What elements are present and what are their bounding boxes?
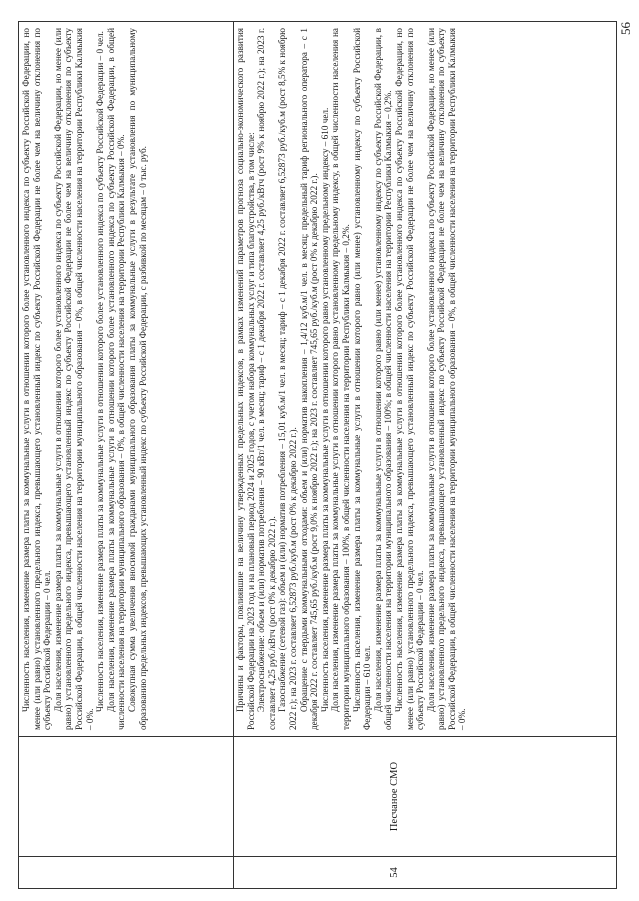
description-cell xyxy=(233,22,616,736)
paragraph: Причины и факторы, повлиявшие на величину утвержденных предельных индексов, в рамках изменений параметров прогноза социально-экономического развития Российской Федерации на 2023 год и на плановый период 2024 и 2025 годов, с учетом набора коммунальных услуг и типа благоустройства, в том числе: xyxy=(235,28,256,730)
paragraph: Численность населения, изменение размера платы за коммунальные услуги в отношении которого равно установленному предельному индексу – 610 чел. xyxy=(319,107,330,712)
paragraph: Электроснабжение: объем и (или) норматив потребления – 90 кВт/1 чел. в месяц; тариф – с 1 декабря 2022 г. составляет 4,25 руб./кВтч (рост 9% к ноябрю 2022 г.); на 2023 г. составляет 4,25 руб./кВтч (рост 0% к декабрю 2022 г.). xyxy=(256,28,277,730)
row-number: 54 xyxy=(389,867,400,878)
paragraph: Доля населения, изменение размера платы за коммунальные услуги в отношении которого равно (или менее) установленному индексу по субъекту Российской Федерации, в общей численности населения на территории муниципального образования – 100%; в общей численности населения на территории Республики Калмыкия – 0,2%. xyxy=(372,28,394,730)
municipality-name-cell xyxy=(233,736,616,856)
paragraph: Доля населения, изменение размера платы за коммунальные услуги в отношении которого более установленного индекса по субъекту Российской Федерации, в общей численности населения на территории муниципального образования – 0%, в общей численности населения на территории Республики Калмыкия – 0%. xyxy=(105,28,127,730)
paragraph: Численность населения, изменение размера платы за коммунальные услуги в отношении которого равно (или менее) установленному индексу по субъекту Российской Федерации – 610 чел. xyxy=(351,28,373,730)
row-number-cell xyxy=(233,856,616,888)
paragraph: Доля населения, изменение размера платы за коммунальные услуги в отношении которого более установленного индекса по субъекту Российской Федерации, но менее (или равно) установленного предельного индекса, превышающего установленный индекс по субъекту Российской Федерации не более чем на величину отклонения по субъекту Российской Федерации, в общей численности населения на территории муниципального образования – 0%, в общей численности населения на территории Республики Калмыкия – 0%. xyxy=(425,28,468,730)
data-table xyxy=(18,21,617,889)
paragraph: Численность населения, изменение размера платы за коммунальные услуги в отношении которого более установленного индекса по субъекту Российской Федерации – 0 чел. xyxy=(95,31,106,712)
table-row xyxy=(19,22,234,888)
paragraph: Численность населения, изменение размера платы за коммунальные услуги в отношении которого более установленного индекса по субъекту Российской Федерации, но менее (или равно) установленного предельного индекса, превышающего установленный индекс по субъекту Российской Федерации не более чем на величину отклонения по субъекту Российской Федерации – 0 чел. xyxy=(393,28,426,730)
paragraph: Доля населения, изменение размера платы за коммунальные услуги в отношении которого равно установленному предельному индексу, в общей численности населения на территории муниципального образования – 100%, в общей численности населения на территории Республики Калмыкия – 0,2%. xyxy=(330,28,351,730)
table-row xyxy=(233,22,616,888)
row-number-cell xyxy=(19,856,233,888)
paragraph: Обращение с твердыми коммунальными отходами: объем и (или) норматив накопления – 1,4/12 куб.м/1 чел. в месяц; предельный тариф регионального оператора – с 1 декабря 2022 г. составляет 745,65 руб./куб.м (рост 9,0% к ноябрю 2022 г.); на 2023 г. составляет 745,65 руб./куб.м (рост 0% к декабрю 2022 г.). xyxy=(298,28,320,730)
paragraph: Доля населения, изменение размера платы за коммунальные услуги в отношении которого более установленного индекса по субъекту Российской Федерации, но менее (или равно) установленного предельного индекса, превышающего установленный индекс по субъекту Российской Федерации не более чем на величину отклонения по субъекту Российской Федерации, в общей численности населения на территории муниципального образования – 0%, в общей численности населения на территории Республики Калмыкия – 0%. xyxy=(52,28,95,730)
municipality-name-cell xyxy=(19,736,233,856)
page-number: 56 xyxy=(618,22,633,35)
description-cell xyxy=(19,22,233,736)
paragraph: Газоснабжение (сетевой газ): объем и (или) норматив потребления – 15,01 куб.м/1 чел. в месяц; тариф – с 1 декабря 2022 г. составляет 6,52873 руб./куб.м (рост 8,5% к ноябрю 2022 г.); на 2023 г. составляет 6,52873 руб./куб.м (рост 0% к декабрю 2022 г.). xyxy=(277,28,298,730)
paragraph: Совокупная сумма увеличения вносимой гражданами муниципального образования платы за коммунальные услуги в результате установления по муниципальному образованию предельных индексов, превышающих установленный индекс по субъекту Российской Федерации, с разбивкой по месяцам – 0 тыс. руб. xyxy=(126,28,148,730)
paragraph: Численность населения, изменение размера платы за коммунальные услуги в отношении которого более установленного индекса по субъекту Российской Федерации, но менее (или равно) установленного предельного индекса, превышающего установленный индекс по субъекту Российской Федерации не более чем на величину отклонения по субъекту Российской Федерации – 0 чел. xyxy=(21,28,53,730)
municipality-name: Песчаное СМО xyxy=(389,761,400,832)
